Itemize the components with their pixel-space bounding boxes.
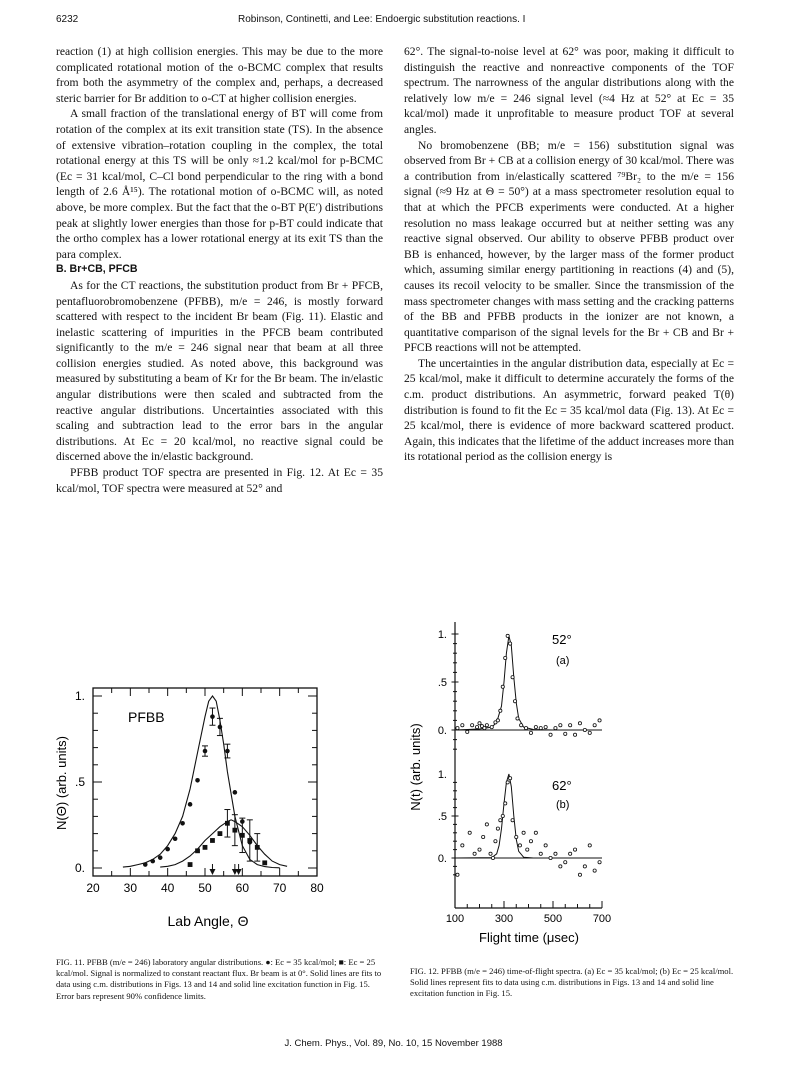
fig12-point-a <box>499 709 502 712</box>
fig12-point-a <box>456 726 459 729</box>
fig12-panel-b-angle: 62° <box>552 778 572 793</box>
fig11-point-25 <box>188 862 193 867</box>
fig12-point-b <box>496 827 499 830</box>
fig11-point-35 <box>165 847 170 852</box>
fig12-point-b <box>539 852 542 855</box>
fig11-point-35 <box>233 790 238 795</box>
fig12-point-b <box>504 802 507 805</box>
fig12-xtick-label: 300 <box>494 913 514 925</box>
fig12-xlabel: Flight time (μsec) <box>479 930 579 945</box>
fig12-point-a <box>520 724 523 727</box>
fig11-xtick-label: 70 <box>272 881 287 895</box>
fig12-panel-a-angle: 52° <box>552 632 572 647</box>
fig11-point-35 <box>180 821 185 826</box>
fig12-point-b <box>491 856 494 859</box>
fig12-point-a <box>573 733 576 736</box>
fig12-point-b <box>569 852 572 855</box>
fig12-point-b <box>509 777 512 780</box>
fig11-xtick-label: 80 <box>310 881 324 895</box>
fig11-point-35 <box>143 862 148 867</box>
fig12-point-a <box>475 726 478 729</box>
section-heading: B. Br+CB, PFCB <box>56 263 138 276</box>
fig12-point-a <box>478 722 481 725</box>
page-number: 6232 <box>56 14 79 25</box>
fig12-point-a <box>461 724 464 727</box>
fig12-point-b <box>573 848 576 851</box>
fig12-point-b <box>549 856 552 859</box>
fig12-point-b <box>468 831 471 834</box>
fig11-point-25 <box>203 845 208 850</box>
fig11-ytick-label: 0. <box>74 861 85 875</box>
right-paragraph: The uncertainties in the angular distribution data, especially at Ec = 25 kcal/mol, make it difficult to determine accurately the forms of the c.m. product distributions. An asymmetric, forward peaked T(θ) distribution is found to fit the Ec = 35 kcal/mol data (Fig. 13). At Ec = 25 kcal/mol, there is evidence of more backward scattered product. Again, this indicates that the lifetime of the adduct increases more than its rotational period as the collision energy is <box>404 356 734 464</box>
fig12-point-b <box>499 819 502 822</box>
fig12-xtick-label: 500 <box>543 913 563 925</box>
fig11-point-35 <box>203 749 208 754</box>
fig11-point-35 <box>195 778 200 783</box>
fig11-xtick-label: 30 <box>123 881 138 895</box>
fig12-ytick-label: 1. <box>437 769 447 781</box>
fig12-point-b <box>588 844 591 847</box>
fig12-point-a <box>524 726 527 729</box>
fig12-point-b <box>544 844 547 847</box>
fig11-xtick-label: 60 <box>235 881 250 895</box>
fig12-xtick-label: 700 <box>592 913 612 925</box>
fig11-ytick-label: .5 <box>74 775 85 789</box>
fig11-xtick-label: 20 <box>86 881 100 895</box>
fig12-point-a <box>471 724 474 727</box>
fig12-point-a <box>511 676 514 679</box>
fig12-point-a <box>564 732 567 735</box>
fig11-point-25 <box>232 828 237 833</box>
fig12-ytick-label: 1. <box>437 629 447 641</box>
fig12-point-a <box>569 724 572 727</box>
fig12-point-a <box>529 731 532 734</box>
fig12-point-b <box>583 865 586 868</box>
left-paragraph: reaction (1) at high collision energies. This may be due to the more complicated rotational motion of the o-BCMC complex that results from both the asymmetry of the complex and, perhaps, a decreased steric barrier for Br addition to o-CT at higher collision energies. <box>56 45 383 105</box>
fig12-point-a <box>578 722 581 725</box>
fig12-point-b <box>554 852 557 855</box>
left-paragraph: A small fraction of the translational energy of BT will come from rotation of the complex at its exit transition state (TS). In the absence of extensive vibration–rotation coupling in the complex, the total rotational energy at this TS will be only ≈1.2 kcal/mol for p-BCMC (Ec = 31 kcal/mol, C–Cl bond perpendicular to the ring with a bond length of 2.6 Å¹⁵). The rotational motion of o-BCMC will, as noted above, be more complex. But the fact that the o-BT P(E′) distributions peak at slightly lower energies than those for p-BT could indicate that the ortho complex has a lower rotational energy at its exit TS than the para complex. <box>56 107 383 261</box>
fig12-ytick-label: 0. <box>437 725 447 737</box>
fig12-point-a <box>593 724 596 727</box>
fig11-xtick-label: 50 <box>198 881 212 895</box>
journal-footer: J. Chem. Phys., Vol. 89, No. 10, 15 November 1988 <box>284 1038 503 1049</box>
fig12-fit-curve-a <box>455 636 602 730</box>
fig12-point-a <box>516 717 519 720</box>
fig12-point-b <box>559 865 562 868</box>
fig12-point-b <box>494 840 497 843</box>
fig12-panel-a-label: (a) <box>556 655 570 667</box>
fig12-point-a <box>501 685 504 688</box>
fig12-ytick-label: .5 <box>437 811 447 823</box>
fig12-point-b <box>473 852 476 855</box>
fig11-xlabel: Lab Angle, Θ <box>167 913 249 929</box>
fig12-point-a <box>485 724 488 727</box>
right-paragraph: No bromobenzene (BB; m/e = 156) substitution signal was observed from Br + CB at a collision energy of 30 kcal/mol. There was a contribution from in/elastically scattered ⁷⁹Br₂ to the m/e = 156 signal (≈9 Hz at Θ = 50°) at a mass spectrometer resolution equal to that at which the PFCB experiments were conducted. At a higher resolution no mass leakage occurred but at neither setting was any reactive signal observed. Our ability to observe PFBB product over BB is enhanced, however, by the larger mass of the former product which, assuming similar energy partitioning in reactions (4) and (5), causes its recoil velocity to be smaller. Since the transmission of the mass spectrometer changes with mass setting and the cracking patterns of the BB and PFBB products in the ionizer are not known, a quantitative comparison of the signal levels for the Br + CB and Br + PFCB reactions will not be attempted. <box>404 138 735 355</box>
fig12-point-a <box>490 726 493 729</box>
fig12-point-b <box>506 781 509 784</box>
fig11-chart <box>40 668 370 948</box>
fig12-point-a <box>598 719 601 722</box>
fig11-point-25 <box>262 860 267 865</box>
left-paragraph: PFBB product TOF spectra are presented in Fig. 12. At Ec = 35 kcal/mol, TOF spectra were measured at 52° and <box>56 466 383 495</box>
fig12-point-a <box>588 731 591 734</box>
fig12-point-b <box>511 819 514 822</box>
fig11-point-35 <box>210 714 215 719</box>
fig11-point-25 <box>240 833 245 838</box>
fig12-point-b <box>501 814 504 817</box>
fig12-point-a <box>496 719 499 722</box>
fig12-point-b <box>478 848 481 851</box>
right-paragraph: 62°. The signal-to-noise level at 62° was poor, making it difficult to distinguish the reactive and nonreactive components of the TOF spectrum. The narrowness of the angular distributions along with the relatively low m/e = 246 signal level (≈4 Hz at 52° at Ec = 35 kcal/mol) made it unprofitable to measure product TOF at several angles. <box>404 45 734 136</box>
fig12-point-a <box>466 730 469 733</box>
fig12-point-b <box>522 831 525 834</box>
fig12-point-a <box>506 634 509 637</box>
fig12-point-b <box>598 861 601 864</box>
fig12-point-a <box>544 726 547 729</box>
left-column <box>56 44 383 496</box>
fig12-point-b <box>515 835 518 838</box>
fig12-point-a <box>583 728 586 731</box>
fig11-point-25 <box>218 831 223 836</box>
fig12-ytick-label: .5 <box>437 677 447 689</box>
fig11-ylabel: N(Θ) (arb. units) <box>54 736 69 830</box>
fig12-point-b <box>456 873 459 876</box>
fig12-point-b <box>578 873 581 876</box>
fig12-point-a <box>483 726 486 729</box>
fig11-xtick-label: 40 <box>160 881 175 895</box>
fig12-point-b <box>593 869 596 872</box>
fig12-xtick-label: 100 <box>445 913 465 925</box>
fig11-title: PFBB <box>128 709 165 725</box>
fig11-point-35 <box>218 725 223 730</box>
fig12-point-a <box>539 726 542 729</box>
fig12-panel-b-label: (b) <box>556 799 570 811</box>
fig11-point-35 <box>188 802 193 807</box>
fig12-point-a <box>559 724 562 727</box>
fig11-point-35 <box>158 855 163 860</box>
fig12-point-b <box>461 844 464 847</box>
fig12-point-b <box>526 848 529 851</box>
running-title: Robinson, Continetti, and Lee: Endoergic substitution reactions. I <box>238 14 526 25</box>
fig12-caption: FIG. 12. PFBB (m/e = 246) time-of-flight spectra. (a) Ec = 35 kcal/mol; (b) Ec = 25 kcal/mol. Solid lines represent fits to data using c.m. distributions in Figs. 13 and 14 and solid line excitation function in Fig. 15. <box>410 966 734 999</box>
fig11-point-25 <box>255 845 260 850</box>
fig12-point-a <box>513 700 516 703</box>
fig12-point-b <box>518 844 521 847</box>
fig12-ytick-label: 0. <box>437 853 447 865</box>
fig12-point-b <box>529 840 532 843</box>
fig11-point-25 <box>210 838 215 843</box>
fig11-fit-curve-25 <box>160 820 287 867</box>
fig11-ytick-label: 1. <box>74 689 85 703</box>
fig11-point-25 <box>247 838 252 843</box>
fig12-point-b <box>485 823 488 826</box>
left-paragraph: As for the CT reactions, the substitution product from Br + PFCB, pentafluorobromobenzene (PFBB), m/e = 246, is mostly forward scattered with respect to the incident Br beam (Fig. 11). Elastic and inelastic scattering of impurities in the PFCB beam contributed significantly to the m/e = 246 signal near that beam at all three collision energies studied. As noted above, this background was measured by substituting a beam of Kr for the Br beam. The in/elastic angular distributions were then scaled and subtracted from the reactive angular distributions. Uncertainties associated with this scaling and subtraction lead to the error bars in the angular distributions. At Ec = 20 kcal/mol, no reactive signal could be discerned above the in/elastic background. <box>56 278 383 464</box>
fig11-point-35 <box>225 749 230 754</box>
fig12-chart <box>400 622 620 952</box>
fig11-point-35 <box>173 836 178 841</box>
right-column <box>404 44 734 465</box>
fig12-point-a <box>534 726 537 729</box>
fig11-point-35 <box>150 859 155 864</box>
fig11-point-25 <box>195 848 200 853</box>
fig12-point-a <box>504 656 507 659</box>
fig12-point-a <box>509 642 512 645</box>
fig12-point-a <box>554 726 557 729</box>
fig12-fit-curve-b <box>455 774 602 858</box>
fig12-point-a <box>549 733 552 736</box>
fig12-point-b <box>482 835 485 838</box>
fig12-point-b <box>534 831 537 834</box>
fig12-point-b <box>564 861 567 864</box>
fig12-point-b <box>489 852 492 855</box>
fig12-ylabel: N(t) (arb. units) <box>408 723 423 811</box>
fig11-caption: FIG. 11. PFBB (m/e = 246) laboratory angular distributions. ●: Ec = 35 kcal/mol; ■: Ec = 25 kcal/mol. Signal is normalized to constant reactant flux. Br beam is at 0°. Solid lines are fits to data using c.m. distributions in Figs. 13 and 14 and solid line excitation function in Fig. 15. Error bars represent 90% confidence limits. <box>56 957 382 1001</box>
fig11-point-25 <box>225 821 230 826</box>
